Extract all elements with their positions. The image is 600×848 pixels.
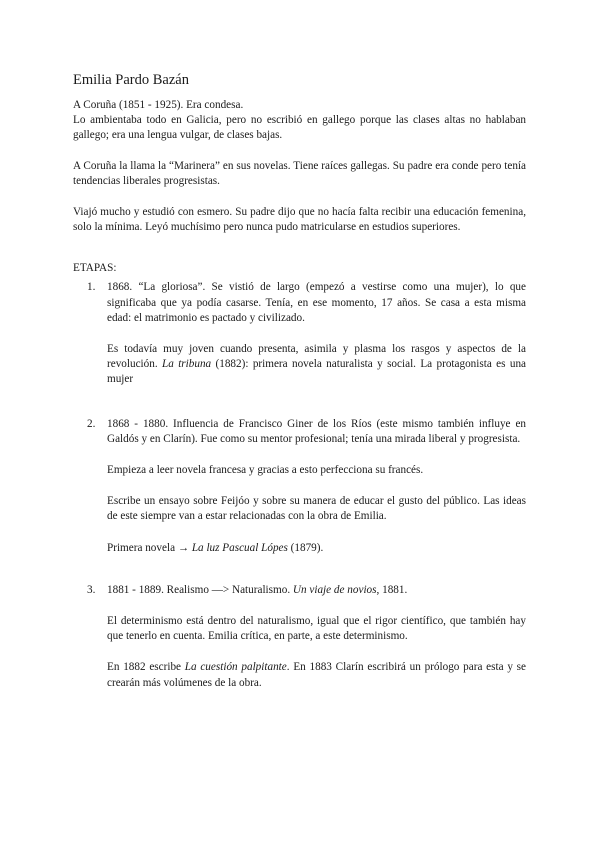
stage-3-paragraph-1: 1881 - 1889. Realismo —> Naturalismo. Un viaje de novios, 1881.: [107, 583, 408, 596]
stage-2-paragraph-1: 1868 - 1880. Influencia de Francisco Giner de los Ríos (este mismo también influye en Galdós y en Clarín). Fue como su mentor profesional; tenía una mirada liberal y progresista.: [107, 417, 526, 445]
stage-1-paragraph-2: Es todavía muy joven cuando presenta, asimila y plasma los rasgos y aspectos de la revolución. La tribuna (1882): primera novela naturalista y social. La protagonista es una mujer: [107, 343, 527, 386]
etapas-heading: ETAPAS:: [73, 262, 117, 275]
stage-number: 2.: [87, 417, 96, 430]
novel-title: La tribuna: [162, 358, 212, 371]
stage-3-paragraph-2: El determinismo está dentro del naturalismo, igual que el rigor científico, que también hay que tenerlo en cuenta. Emilia crítica, en parte, a este determinismo.: [107, 615, 526, 643]
stage-1: [73, 280, 526, 387]
stage-2-paragraph-2: Empieza a leer novela francesa y gracias a esto perfecciona su francés.: [107, 464, 424, 477]
novel-title: Un viaje de novios: [292, 583, 377, 596]
stage-2-paragraph-4: Primera novela → La luz Pascual Lópes (1879).: [107, 541, 324, 554]
novel-title: La luz Pascual Lópes: [191, 541, 288, 554]
intro-line-2: Lo ambientaba todo en Galicia, pero no escribió en gallego porque las clases altas no hablaban gallego; era una lengua vulgar, de clases bajas.: [73, 114, 526, 142]
novel-title: La cuestión palpitante: [184, 661, 287, 674]
intro-paragraph-2: A Coruña la llama la “Marinera” en sus novelas. Tiene raíces gallegas. Su padre era conde pero tenía tendencias liberales progresistas.: [73, 159, 526, 187]
stage-3-paragraph-3: En 1882 escribe La cuestión palpitante. En 1883 Clarín escribirá un prólogo para esta y se crearán más volúmenes de la obra.: [107, 661, 527, 689]
intro-line-1: A Coruña (1851 - 1925). Era condesa.: [73, 99, 244, 111]
stages-list: [73, 280, 526, 690]
document-title: Emilia Pardo Bazán: [73, 72, 189, 88]
stage-1-paragraph-1: 1868. “La gloriosa”. Se vistió de largo (empezó a vestirse como una mujer), lo que significaba que ya podía casarse. Tenía, en ese momento, 17 años. Se casa a esta misma edad: el matrimonio es pactado y civilizado.: [107, 281, 526, 324]
stage-2-paragraph-3: Escribe un ensayo sobre Feijóo y sobre su manera de educar el gusto del público. Las ideas de este siempre van a estar relacionadas con la obra de Emilia.: [107, 495, 526, 523]
stage-3: [73, 583, 526, 691]
stage-number: 3.: [87, 583, 96, 596]
stage-number: 1.: [87, 281, 96, 294]
stage-2: [73, 417, 526, 556]
intro-paragraph-3: Viajó mucho y estudió con esmero. Su padre dijo que no hacía falta recibir una educación femenina, solo la mínima. Leyó muchísimo pero nunca pudo matricularse en estudios superiores.: [73, 206, 526, 234]
